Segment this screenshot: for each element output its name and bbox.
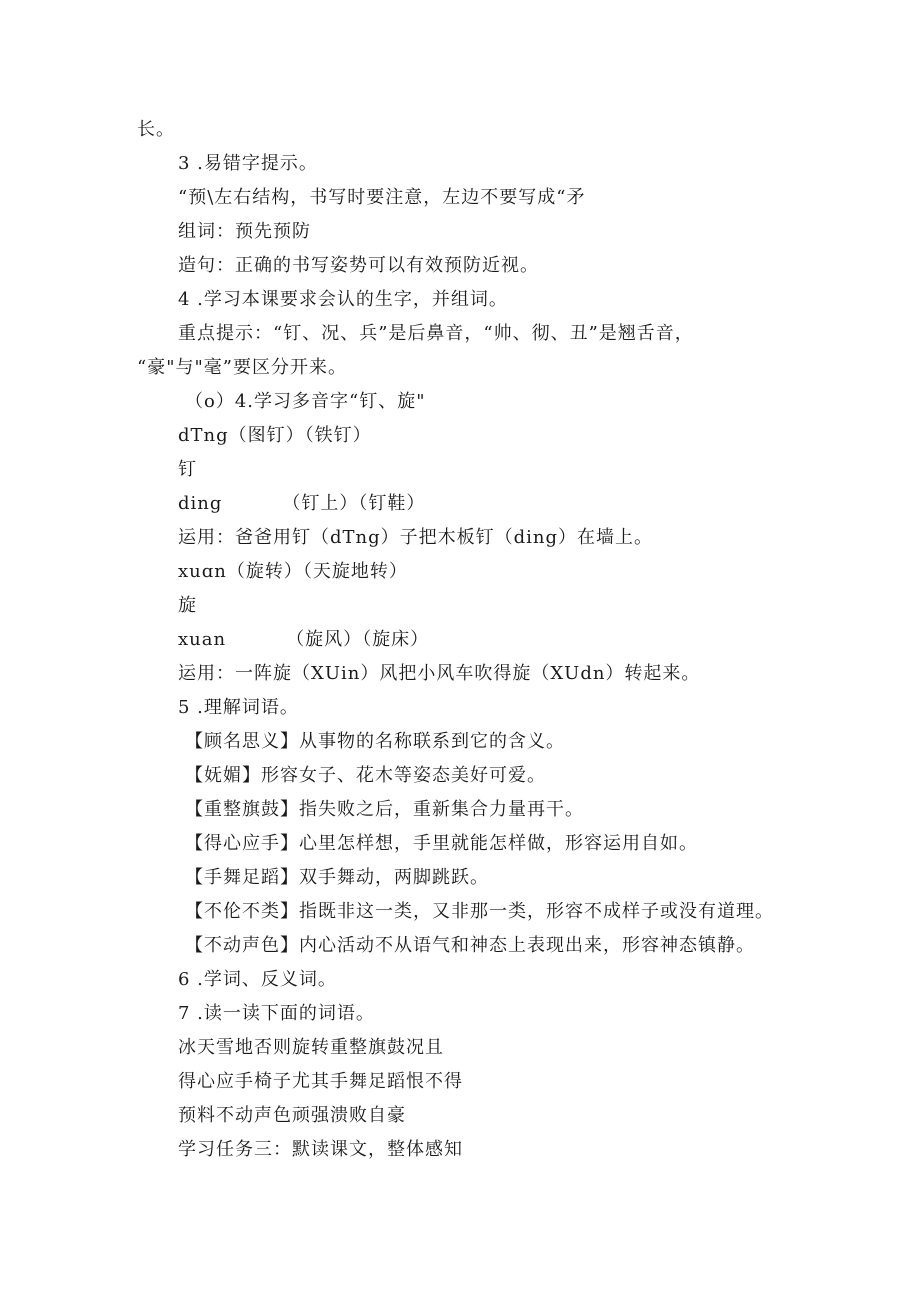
- text-line: 运用：一阵旋（XUin）风把小风车吹得旋（XUdn）转起来。: [178, 663, 701, 684]
- definition-line: 【得心应手】心里怎样想，手里就能怎样做，形容运用自如。: [185, 833, 698, 854]
- definition-line: 【顾名思义】从事物的名称联系到它的含义。: [185, 731, 565, 752]
- text-line: “预\左右结构，书写时要注意，左边不要写成“矛: [178, 187, 586, 208]
- word-list-line: 预料不动声色顽强溃败自豪: [178, 1105, 406, 1126]
- text-line: （o）4.学习多音字“钉、旋": [185, 391, 426, 412]
- pinyin-line: [178, 492, 425, 516]
- definition-line: 【手舞足蹈】双手舞动，两脚跳跃。: [185, 867, 489, 888]
- character-line: 钉: [178, 459, 197, 480]
- definition-line: 【妩媚】形容女子、花木等姿态美好可爱。: [185, 765, 546, 786]
- word-list-line: 冰天雪地否则旋转重整旗鼓况且: [178, 1037, 444, 1058]
- character-line: 旋: [178, 595, 197, 616]
- pinyin-line: dTng（图钉）（铁钉）: [178, 425, 372, 446]
- text-line: 造句：正确的书写姿势可以有效预防近视。: [178, 255, 539, 276]
- text-line: 组词：预先预防: [178, 221, 311, 242]
- text-line: “豪"与"毫”要区分开来。: [137, 357, 347, 378]
- pinyin: xuan: [178, 629, 227, 650]
- section-heading: 3 .易错字提示。: [178, 153, 318, 174]
- pinyin: ding: [178, 493, 223, 514]
- text-line: 重点提示：“钉、况、兵”是后鼻音，“帅、彻、丑”是翘舌音，: [178, 323, 694, 344]
- text-line: 长。: [137, 119, 175, 140]
- word-examples: （旋风）（旋床）: [286, 629, 430, 650]
- definition-line: 【不动声色】内心活动不从语气和神态上表现出来，形容神态镇静。: [185, 935, 755, 956]
- section-heading: 5 .理解词语。: [178, 697, 299, 718]
- section-heading: 7 .读一读下面的词语。: [178, 1003, 375, 1024]
- text-line: 运用：爸爸用钉（dTng）子把木板钉（ding）在墙上。: [178, 527, 654, 548]
- word-list-line: 得心应手椅子尤其手舞足蹈恨不得: [178, 1071, 463, 1092]
- section-heading: 学习任务三：默读课文，整体感知: [178, 1139, 463, 1160]
- section-heading: 4 .学习本课要求会认的生字，并组词。: [178, 289, 508, 310]
- pinyin-line: [178, 628, 429, 652]
- word-examples: （钉上）（钉鞋）: [282, 493, 426, 514]
- pinyin-line: xuɑn（旋转）（天旋地转）: [178, 561, 408, 582]
- definition-line: 【不伦不类】指既非这一类，又非那一类，形容不成样子或没有道理。: [185, 901, 774, 922]
- section-heading: 6 .学词、反义词。: [178, 969, 337, 990]
- definition-line: 【重整旗鼓】指失败之后，重新集合力量再干。: [185, 799, 584, 820]
